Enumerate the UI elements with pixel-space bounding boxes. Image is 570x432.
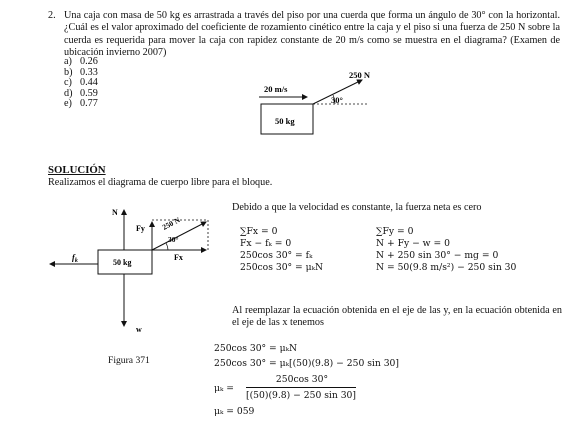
option-d: d) 0.59	[64, 87, 98, 99]
eq-y-2: N + Fy − w = 0	[376, 238, 450, 249]
option-b: b) 0.33	[64, 66, 98, 78]
fraction-numerator: 250cos 30°	[275, 374, 329, 385]
eq-x-1: ∑Fx = 0	[240, 226, 278, 237]
option-c: c) 0.44	[64, 77, 98, 89]
normal-force-label: N	[112, 208, 118, 217]
final-mu-label: μₖ =	[214, 383, 234, 394]
figure-caption: Figura 371	[108, 355, 150, 366]
eq-x-3: 250cos 30° = fₖ	[240, 250, 313, 261]
block-mass-label: 50 kg	[113, 258, 132, 267]
eq-y-3: N + 250 sin 30° − mg = 0	[376, 250, 499, 261]
eq-y-4: N = 50(9.8 m/s²) − 250 sin 30	[376, 262, 517, 273]
final-eq-1: 250cos 30° = μₖN	[214, 343, 298, 354]
fraction-bar	[246, 387, 356, 388]
option-a: a) 0.26	[64, 56, 98, 67]
eq-y-1: ∑Fy = 0	[376, 226, 414, 237]
resultant-force-arrow	[152, 222, 206, 250]
substitution-note: Al reemplazar la ecuación obtenida en el eje de las y, en la ecuación obtenida en el eje de las x tenemos	[232, 305, 562, 329]
fbd-force-label: 250 N	[160, 215, 182, 232]
problem-text: Una caja con masa de 50 kg es arrastrada a través del piso por una cuerda que forma un ángulo de 30° con la horizontal. ¿Cuál es el valor aproximado del coeficiente de rozamiento cinético entre la caja y el piso si una fuerza de 250 N sobre la cuerda es requerida para mover la caja con rapidez constante de 20 m/s como se muestra en el diagrama? (Examen de ubicación invierno 2007)	[64, 10, 560, 59]
velocity-label: 20 m/s	[264, 84, 288, 94]
eq-x-4: 250cos 30° = μₖN	[240, 262, 324, 273]
eq-x-2: Fx − fₖ = 0	[240, 238, 292, 249]
final-result: μₖ = 059	[214, 406, 255, 417]
final-eq-2: 250cos 30° = μₖ[(50)(9.8) − 250 sin 30]	[214, 358, 399, 369]
weight-label: w	[136, 325, 142, 334]
option-e: e) 0.77	[64, 98, 98, 110]
solution-title: SOLUCIÓN	[48, 164, 106, 176]
fx-label: Fx	[174, 253, 183, 262]
fy-label: Fy	[136, 224, 145, 233]
fbd-angle-label: 30°	[168, 235, 179, 244]
sum-fy-equations	[376, 226, 516, 274]
friction-label: $f_k$	[72, 252, 78, 264]
problem-number: 2.	[48, 10, 56, 21]
options-list	[64, 57, 98, 110]
solution-intro: Realizamos el diagrama de cuerpo libre para el bloque.	[48, 177, 273, 188]
constant-velocity-note: Debido a que la velocidad es constante, la fuerza neta es cero	[232, 202, 482, 213]
free-body-diagram	[44, 198, 220, 348]
angle-label: 30°	[331, 95, 343, 105]
problem-diagram	[255, 62, 395, 146]
crate-mass-label: 50 kg	[275, 116, 295, 126]
fbd-angle-arc	[166, 243, 168, 250]
fraction-denominator: [(50)(9.8) − 250 sin 30]	[246, 390, 356, 401]
rope-force-label: 250 N	[349, 70, 371, 80]
sum-fx-equations	[240, 226, 323, 274]
